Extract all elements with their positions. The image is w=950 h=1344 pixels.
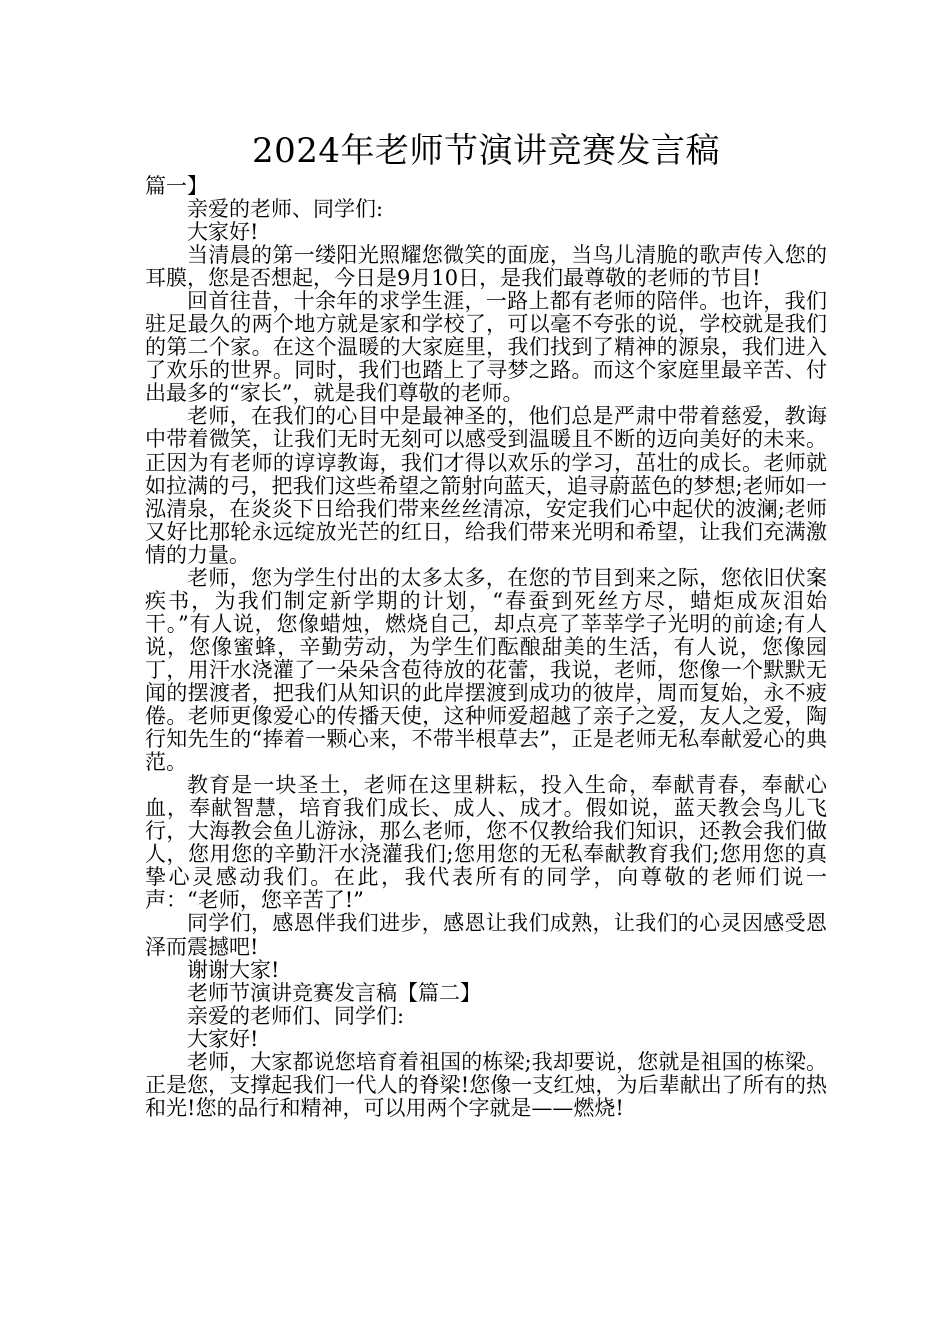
paragraph-pillar: 老师，大家都说您培育着祖国的栋梁;我却要说，您就是祖国的栋梁。正是您，支撑起我们一代人的脊梁!您像一支红烛，为后辈献出了所有的热和光!您的品行和精神，可以用两个字就是——燃烧! bbox=[145, 1049, 827, 1120]
paragraph-greeting-two: 亲爱的老师们、同学们: bbox=[187, 1003, 405, 1028]
paragraph-thanks: 谢谢大家! bbox=[187, 957, 280, 982]
paragraph-sacred-teacher: 老师，在我们的心目中是最神圣的，他们总是严肃中带着慈爱，教诲中带着微笑，让我们无时无刻可以感受到温暖且不断的迈向美好的未来。正因为有老师的谆谆教诲，我们才得以欢乐的学习，茁壮的成长。老师就如拉满的弓，把我们这些希望之箭射向蓝天，追寻蔚蓝色的梦想;老师如一泓清泉，在炎炎下日给我们带来丝丝清凉，安定我们心中起伏的波澜;老师又好比那轮永远绽放光芒的红日，给我们带来光明和希望，让我们充满激情的力量。 bbox=[145, 404, 827, 567]
paragraph-greeting: 亲爱的老师、同学们: bbox=[187, 197, 384, 221]
paragraph-hello-two: 大家好! bbox=[187, 1026, 259, 1051]
document-page bbox=[145, 126, 827, 1120]
paragraph-gratitude: 同学们，感恩伴我们进步，感恩让我们成熟，让我们的心灵因感受恩泽而震撼吧! bbox=[145, 911, 827, 959]
section-one-label: 篇一】 bbox=[145, 174, 208, 198]
paragraph-education: 教育是一块圣土，老师在这里耕耘，投入生命，奉献青春，奉献心血，奉献智慧，培育我们成长、成人、成才。假如说，蓝天教会鸟儿飞行，大海教会鱼儿游泳，那么老师，您不仅教给我们知识，还教会我们做人，您用您的辛勤汗水浇灌我们;您用您的无私奉献教育我们;您用您的真挚心灵感动我们。在此，我代表所有的同学，向尊敬的老师们说一声：“老师，您辛苦了!” bbox=[145, 773, 827, 913]
paragraph-hello: 大家好! bbox=[187, 220, 259, 245]
paragraph-morning-sun: 当清晨的第一缕阳光照耀您微笑的面庞，当鸟儿清脆的歌声传入您的耳膜，您是否想起，今日是9月10日，是我们最尊敬的老师的节目! bbox=[145, 243, 827, 291]
document-title: 2024年老师节演讲竞赛发言稿 bbox=[251, 131, 721, 171]
section-two-heading: 老师节演讲竞赛发言稿【篇二】 bbox=[187, 980, 481, 1005]
paragraph-looking-back: 回首往昔，十余年的求学生涯，一路上都有老师的陪伴。也许，我们驻足最久的两个地方就是家和学校了，可以毫不夸张的说，学校就是我们的第二个家。在这个温暖的大家庭里，我们找到了精神的源泉，我们进入了欢乐的世界。同时，我们也踏上了寻梦之路。而这个家庭里最辛苦、付出最多的“家长”，就是我们尊敬的老师。 bbox=[145, 289, 827, 406]
paragraph-teacher-sacrifice: 老师，您为学生付出的太多太多，在您的节目到来之际，您依旧伏案疾书，为我们制定新学期的计划，“春蚕到死丝方尽，蜡炬成灰泪始干。”有人说，您像蜡烛，燃烧自己，却点亮了莘莘学子光明的前途;有人说，您像蜜蜂，辛勤劳动，为学生们酝酿甜美的生活，有人说，您像园丁，用汗水浇灌了一朵朵含苞待放的花蕾，我说，老师，您像一个默默无闻的摆渡者，把我们从知识的此岸摆渡到成功的彼岸，周而复始，永不疲倦。老师更像爱心的传播天使，这种师爱超越了亲子之爱，友人之爱，陶行知先生的“捧着一颗心来，不带半根草去”，正是老师无私奉献爱心的典范。 bbox=[145, 565, 827, 775]
